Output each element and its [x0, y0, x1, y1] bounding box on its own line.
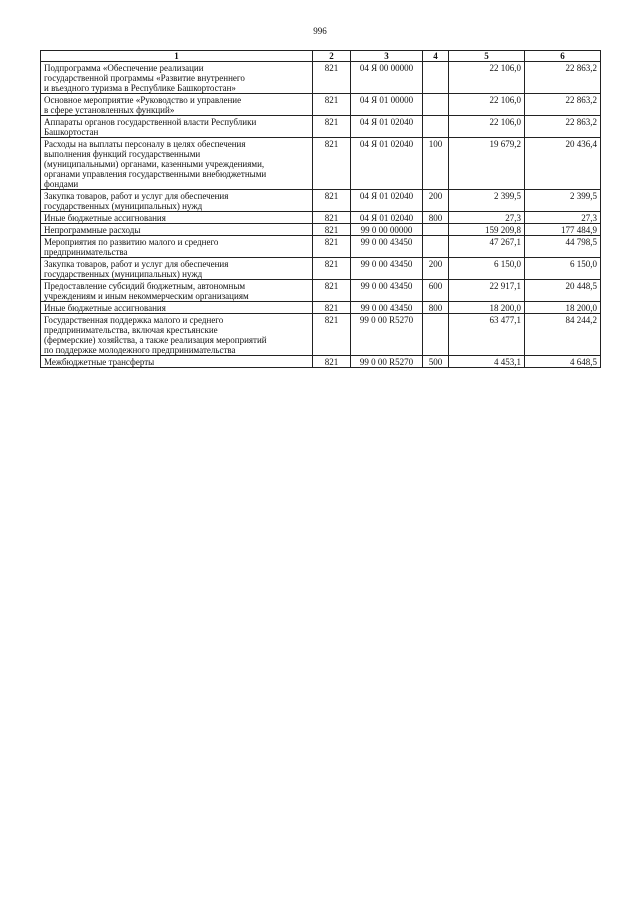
row-name: Аппараты органов государственной власти Республики Башкортостан [41, 116, 313, 138]
row-amount-col6: 6 150,0 [525, 258, 601, 280]
row-name: Государственная поддержка малого и среднего предпринимательства, включая крестьянские (фермерские) хозяйства, а также реализация мероприятий по поддержке молодежного предпринимательства [41, 314, 313, 356]
row-amount-col5: 47 267,1 [449, 236, 525, 258]
row-department-code: 821 [313, 212, 351, 224]
table-row [41, 236, 601, 258]
column-header-3: 3 [351, 51, 423, 62]
column-header-1: 1 [41, 51, 313, 62]
table-row [41, 280, 601, 302]
row-name: Подпрограмма «Обеспечение реализации государственной программы «Развитие внутреннего и въездного туризма в Республике Башкортостан» [41, 62, 313, 94]
row-name: Основное мероприятие «Руководство и управление в сфере установленных функций» [41, 94, 313, 116]
row-amount-col5: 22 106,0 [449, 62, 525, 94]
row-amount-col5: 63 477,1 [449, 314, 525, 356]
row-department-code: 821 [313, 62, 351, 94]
row-amount-col5: 19 679,2 [449, 138, 525, 190]
row-name: Иные бюджетные ассигнования [41, 212, 313, 224]
table-row [41, 62, 601, 94]
row-expense-type: 800 [423, 302, 449, 314]
page-number: 996 [313, 26, 327, 36]
column-header-4: 4 [423, 51, 449, 62]
row-target-article: 04 Я 01 02040 [351, 138, 423, 190]
row-department-code: 821 [313, 224, 351, 236]
row-department-code: 821 [313, 356, 351, 368]
row-amount-col6: 20 448,5 [525, 280, 601, 302]
row-name: Расходы на выплаты персоналу в целях обеспечения выполнения функций государственными (муниципальными) органами, казенными учреждениями, органами управления государственными внебюджетными фондами [41, 138, 313, 190]
row-amount-col6: 20 436,4 [525, 138, 601, 190]
row-amount-col6: 22 863,2 [525, 94, 601, 116]
row-target-article: 04 Я 01 02040 [351, 190, 423, 212]
row-amount-col6: 177 484,9 [525, 224, 601, 236]
table-row [41, 94, 601, 116]
table-row [41, 212, 601, 224]
row-target-article: 99 0 00 00000 [351, 224, 423, 236]
row-department-code: 821 [313, 302, 351, 314]
row-name: Иные бюджетные ассигнования [41, 302, 313, 314]
row-department-code: 821 [313, 236, 351, 258]
row-target-article: 99 0 00 43450 [351, 302, 423, 314]
row-amount-col5: 6 150,0 [449, 258, 525, 280]
row-target-article: 04 Я 00 00000 [351, 62, 423, 94]
row-amount-col6: 22 863,2 [525, 62, 601, 94]
row-expense-type [423, 236, 449, 258]
row-department-code: 821 [313, 94, 351, 116]
row-target-article: 99 0 00 43450 [351, 236, 423, 258]
row-expense-type [423, 62, 449, 94]
row-target-article: 99 0 00 43450 [351, 258, 423, 280]
row-name: Непрограммные расходы [41, 224, 313, 236]
row-amount-col6: 18 200,0 [525, 302, 601, 314]
row-target-article: 04 Я 01 02040 [351, 116, 423, 138]
row-expense-type: 200 [423, 258, 449, 280]
row-name: Закупка товаров, работ и услуг для обеспечения государственных (муниципальных) нужд [41, 190, 313, 212]
column-header-2: 2 [313, 51, 351, 62]
row-name: Закупка товаров, работ и услуг для обеспечения государственных (муниципальных) нужд [41, 258, 313, 280]
table-row [41, 116, 601, 138]
row-amount-col6: 4 648,5 [525, 356, 601, 368]
row-department-code: 821 [313, 138, 351, 190]
row-expense-type [423, 94, 449, 116]
row-expense-type: 200 [423, 190, 449, 212]
row-expense-type: 100 [423, 138, 449, 190]
row-expense-type: 800 [423, 212, 449, 224]
column-header-5: 5 [449, 51, 525, 62]
row-amount-col5: 159 209,8 [449, 224, 525, 236]
table-row [41, 190, 601, 212]
row-amount-col6: 22 863,2 [525, 116, 601, 138]
row-amount-col5: 22 106,0 [449, 116, 525, 138]
row-amount-col6: 44 798,5 [525, 236, 601, 258]
column-header-6: 6 [525, 51, 601, 62]
row-expense-type [423, 224, 449, 236]
row-department-code: 821 [313, 280, 351, 302]
row-name: Предоставление субсидий бюджетным, автономным учреждениям и иным некоммерческим организациям [41, 280, 313, 302]
row-amount-col6: 27,3 [525, 212, 601, 224]
table-row [41, 224, 601, 236]
table-row [41, 314, 601, 356]
row-department-code: 821 [313, 116, 351, 138]
row-department-code: 821 [313, 190, 351, 212]
row-amount-col5: 18 200,0 [449, 302, 525, 314]
row-target-article: 99 0 00 R5270 [351, 314, 423, 356]
row-target-article: 04 Я 01 02040 [351, 212, 423, 224]
row-expense-type [423, 314, 449, 356]
row-amount-col6: 2 399,5 [525, 190, 601, 212]
row-target-article: 04 Я 01 00000 [351, 94, 423, 116]
row-target-article: 99 0 00 R5270 [351, 356, 423, 368]
row-amount-col6: 84 244,2 [525, 314, 601, 356]
table-row [41, 302, 601, 314]
row-target-article: 99 0 00 43450 [351, 280, 423, 302]
budget-table [40, 50, 601, 368]
row-expense-type: 500 [423, 356, 449, 368]
header-row [41, 51, 601, 62]
table-row [41, 258, 601, 280]
row-amount-col5: 4 453,1 [449, 356, 525, 368]
table-row [41, 356, 601, 368]
row-amount-col5: 22 106,0 [449, 94, 525, 116]
row-amount-col5: 27,3 [449, 212, 525, 224]
row-amount-col5: 2 399,5 [449, 190, 525, 212]
row-expense-type: 600 [423, 280, 449, 302]
row-amount-col5: 22 917,1 [449, 280, 525, 302]
row-name: Мероприятия по развитию малого и среднего предпринимательства [41, 236, 313, 258]
table-row [41, 138, 601, 190]
row-department-code: 821 [313, 258, 351, 280]
row-name: Межбюджетные трансферты [41, 356, 313, 368]
row-department-code: 821 [313, 314, 351, 356]
row-expense-type [423, 116, 449, 138]
